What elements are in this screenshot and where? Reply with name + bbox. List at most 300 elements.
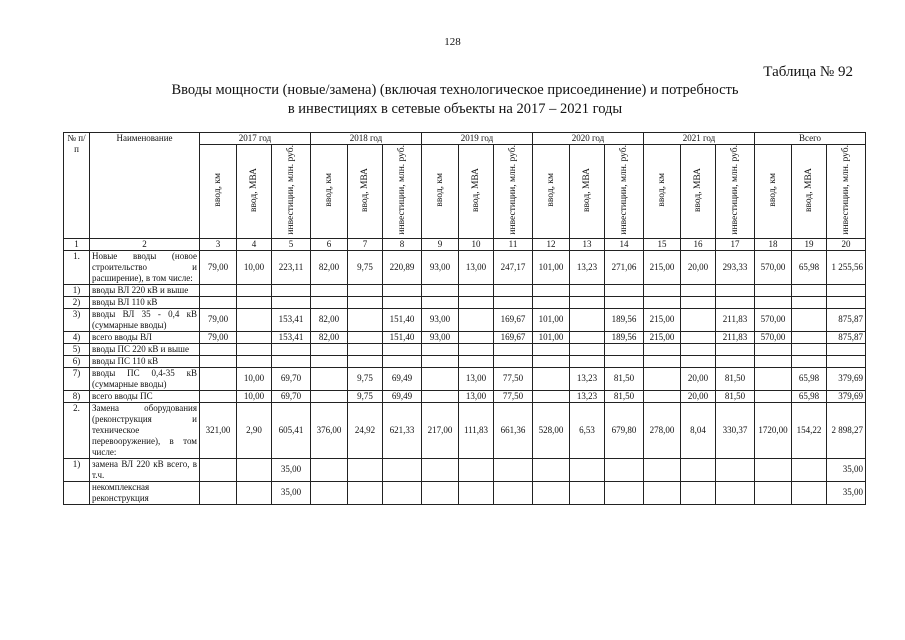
row-value <box>755 296 792 308</box>
header-year: 2019 год <box>422 133 533 145</box>
column-number: 6 <box>311 238 348 250</box>
header-subcolumn-label: ввод, МВА <box>692 167 703 212</box>
row-value <box>570 481 605 504</box>
row-value <box>383 343 422 355</box>
row-value: 153,41 <box>272 308 311 331</box>
row-value <box>792 481 827 504</box>
header-year: 2018 год <box>311 133 422 145</box>
row-value: 661,36 <box>494 402 533 458</box>
header-subcolumn-label: ввод, км <box>323 172 334 207</box>
row-value: 8,04 <box>681 402 716 458</box>
row-value <box>716 355 755 367</box>
table-row <box>64 284 866 296</box>
row-value <box>237 458 272 481</box>
row-value <box>348 481 383 504</box>
column-number: 19 <box>792 238 827 250</box>
row-value: 9,75 <box>348 390 383 402</box>
row-value: 69,70 <box>272 367 311 390</box>
row-value <box>644 343 681 355</box>
row-value <box>200 284 237 296</box>
row-value: 79,00 <box>200 331 237 343</box>
row-value <box>200 367 237 390</box>
row-value: 570,00 <box>755 308 792 331</box>
row-value: 93,00 <box>422 308 459 331</box>
row-value <box>459 343 494 355</box>
row-number: 8) <box>64 390 90 402</box>
row-value <box>272 284 311 296</box>
row-value <box>605 355 644 367</box>
row-value: 293,33 <box>716 250 755 284</box>
row-value <box>716 296 755 308</box>
row-value: 65,98 <box>792 250 827 284</box>
row-value <box>422 390 459 402</box>
row-value: 35,00 <box>272 481 311 504</box>
row-value <box>311 355 348 367</box>
row-number: 1. <box>64 250 90 284</box>
row-number: 1) <box>64 458 90 481</box>
row-value: 621,33 <box>383 402 422 458</box>
row-value <box>422 296 459 308</box>
row-value: 82,00 <box>311 308 348 331</box>
row-name: вводы ПС 110 кВ <box>90 355 200 367</box>
row-value <box>755 481 792 504</box>
row-value <box>348 458 383 481</box>
row-value <box>200 390 237 402</box>
row-value <box>348 331 383 343</box>
row-value <box>383 296 422 308</box>
row-value <box>716 481 755 504</box>
header-subcolumn <box>200 145 237 239</box>
table-label: Таблица № 92 <box>763 64 853 80</box>
row-value <box>570 296 605 308</box>
row-value <box>459 458 494 481</box>
row-value: 169,67 <box>494 331 533 343</box>
column-number: 7 <box>348 238 383 250</box>
header-subcolumn-label: ввод, км <box>767 172 778 207</box>
header-year: 2017 год <box>200 133 311 145</box>
row-value <box>494 343 533 355</box>
header-subcolumn <box>605 145 644 239</box>
column-number-row <box>64 238 866 250</box>
row-value <box>827 284 866 296</box>
row-value <box>644 284 681 296</box>
row-value <box>533 343 570 355</box>
row-value <box>755 390 792 402</box>
row-value <box>311 367 348 390</box>
row-value <box>605 343 644 355</box>
header-subcolumn <box>533 145 570 239</box>
row-value <box>237 284 272 296</box>
row-value <box>533 355 570 367</box>
row-value <box>494 296 533 308</box>
row-value <box>570 355 605 367</box>
row-number: 5) <box>64 343 90 355</box>
row-name: Новые вводы (новое строительство и расширение), в том числе: <box>90 250 200 284</box>
row-value: 69,49 <box>383 390 422 402</box>
row-number: 6) <box>64 355 90 367</box>
row-number <box>64 481 90 504</box>
row-value: 528,00 <box>533 402 570 458</box>
row-value: 217,00 <box>422 402 459 458</box>
column-number: 8 <box>383 238 422 250</box>
row-value <box>237 355 272 367</box>
row-value <box>200 343 237 355</box>
row-value <box>422 355 459 367</box>
table-row <box>64 331 866 343</box>
row-value <box>681 458 716 481</box>
row-value: 111,83 <box>459 402 494 458</box>
row-value: 65,98 <box>792 390 827 402</box>
row-value: 376,00 <box>311 402 348 458</box>
row-value: 153,41 <box>272 331 311 343</box>
row-value <box>200 296 237 308</box>
row-value <box>459 481 494 504</box>
row-value <box>272 355 311 367</box>
row-value: 6,53 <box>570 402 605 458</box>
row-value <box>792 308 827 331</box>
row-value <box>644 367 681 390</box>
row-value <box>237 343 272 355</box>
row-value: 20,00 <box>681 390 716 402</box>
header-year: Всего <box>755 133 866 145</box>
row-name: Замена оборудования (реконструкция и техническое перевооружение), в том числе: <box>90 402 200 458</box>
row-value: 271,06 <box>605 250 644 284</box>
table-row <box>64 458 866 481</box>
header-subcolumn-label: инвестиции, млн. руб. <box>396 145 407 235</box>
row-value <box>200 481 237 504</box>
header-name: Наименование <box>90 133 200 239</box>
row-value: 20,00 <box>681 250 716 284</box>
table-row <box>64 390 866 402</box>
row-value: 570,00 <box>755 331 792 343</box>
table-row <box>64 308 866 331</box>
row-name: некомплексная реконструкция <box>90 481 200 504</box>
investment-table <box>63 132 866 505</box>
table-row <box>64 250 866 284</box>
row-value <box>570 343 605 355</box>
row-value: 278,00 <box>644 402 681 458</box>
header-subcolumn-label: ввод, км <box>656 172 667 207</box>
header-num: № п/п <box>64 133 90 239</box>
row-value <box>681 308 716 331</box>
row-value <box>494 355 533 367</box>
row-value: 10,00 <box>237 250 272 284</box>
row-value <box>494 481 533 504</box>
row-value: 82,00 <box>311 331 348 343</box>
row-value: 151,40 <box>383 308 422 331</box>
row-value <box>644 355 681 367</box>
row-value <box>422 284 459 296</box>
row-value: 154,22 <box>792 402 827 458</box>
row-value: 13,00 <box>459 390 494 402</box>
row-value <box>533 458 570 481</box>
row-value <box>459 331 494 343</box>
row-value <box>311 390 348 402</box>
row-value: 215,00 <box>644 250 681 284</box>
table-row <box>64 367 866 390</box>
row-name: вводы ВЛ 220 кВ и выше <box>90 284 200 296</box>
row-value <box>200 355 237 367</box>
column-number: 15 <box>644 238 681 250</box>
row-value <box>644 296 681 308</box>
row-value <box>311 343 348 355</box>
title-line-1: Вводы мощности (новые/замена) (включая технологическое присоединение) и потребность <box>171 82 739 98</box>
row-value <box>570 458 605 481</box>
row-value: 9,75 <box>348 367 383 390</box>
row-value <box>792 331 827 343</box>
row-value: 93,00 <box>422 331 459 343</box>
row-value: 10,00 <box>237 367 272 390</box>
row-value <box>459 296 494 308</box>
column-number: 1 <box>64 238 90 250</box>
row-value: 2 898,27 <box>827 402 866 458</box>
row-value <box>200 458 237 481</box>
row-value: 189,56 <box>605 331 644 343</box>
row-name: вводы ВЛ 110 кВ <box>90 296 200 308</box>
row-value: 20,00 <box>681 367 716 390</box>
row-value: 13,23 <box>570 390 605 402</box>
row-value <box>533 390 570 402</box>
row-value: 189,56 <box>605 308 644 331</box>
table-row <box>64 343 866 355</box>
header-subcolumn-label: ввод, МВА <box>581 167 592 212</box>
row-value <box>311 458 348 481</box>
row-value <box>792 343 827 355</box>
row-value <box>311 296 348 308</box>
row-value: 81,50 <box>716 390 755 402</box>
row-value <box>533 296 570 308</box>
row-value <box>605 284 644 296</box>
row-value <box>792 355 827 367</box>
row-value: 77,50 <box>494 390 533 402</box>
row-value: 211,83 <box>716 331 755 343</box>
header-subcolumn <box>494 145 533 239</box>
row-value <box>459 355 494 367</box>
row-value: 79,00 <box>200 250 237 284</box>
column-number: 14 <box>605 238 644 250</box>
row-value: 2,90 <box>237 402 272 458</box>
row-value: 151,40 <box>383 331 422 343</box>
row-value: 24,92 <box>348 402 383 458</box>
row-value <box>755 355 792 367</box>
row-value <box>716 284 755 296</box>
header-subcolumn-label: ввод, МВА <box>248 167 259 212</box>
column-number: 10 <box>459 238 494 250</box>
header-subcolumn-label: ввод, км <box>212 172 223 207</box>
column-number: 12 <box>533 238 570 250</box>
header-subcolumn-label: ввод, МВА <box>803 167 814 212</box>
row-name: всего вводы ПС <box>90 390 200 402</box>
row-value <box>644 390 681 402</box>
table-title <box>70 81 840 119</box>
row-value <box>755 284 792 296</box>
row-value <box>605 296 644 308</box>
row-value <box>570 284 605 296</box>
row-value: 215,00 <box>644 308 681 331</box>
table-row <box>64 355 866 367</box>
row-value: 35,00 <box>272 458 311 481</box>
row-value <box>605 458 644 481</box>
row-value <box>422 343 459 355</box>
row-value <box>570 331 605 343</box>
header-subcolumn-label: ввод, км <box>545 172 556 207</box>
row-value: 81,50 <box>605 390 644 402</box>
row-value <box>494 458 533 481</box>
row-value <box>237 296 272 308</box>
header-subcolumn <box>272 145 311 239</box>
row-number: 7) <box>64 367 90 390</box>
row-value <box>792 296 827 308</box>
row-value <box>644 458 681 481</box>
column-number: 9 <box>422 238 459 250</box>
row-value <box>755 367 792 390</box>
header-subcolumn <box>422 145 459 239</box>
column-number: 20 <box>827 238 866 250</box>
row-value: 1 255,56 <box>827 250 866 284</box>
header-subcolumn-label: инвестиции, млн. руб. <box>840 145 851 235</box>
column-number: 16 <box>681 238 716 250</box>
row-value <box>533 367 570 390</box>
row-value <box>348 284 383 296</box>
row-value: 605,41 <box>272 402 311 458</box>
row-value <box>272 296 311 308</box>
row-value <box>422 458 459 481</box>
row-name: замена ВЛ 220 кВ всего, в т.ч. <box>90 458 200 481</box>
row-value <box>681 481 716 504</box>
row-name: вводы ПС 0,4-35 кВ (суммарные вводы) <box>90 367 200 390</box>
header-subcolumn-label: ввод, МВА <box>470 167 481 212</box>
row-value <box>533 481 570 504</box>
column-number: 11 <box>494 238 533 250</box>
row-value <box>755 343 792 355</box>
column-number: 2 <box>90 238 200 250</box>
column-number: 3 <box>200 238 237 250</box>
row-value <box>827 343 866 355</box>
header-subcolumn-label: инвестиции, млн. руб. <box>285 145 296 235</box>
row-value: 65,98 <box>792 367 827 390</box>
row-value <box>237 331 272 343</box>
row-value: 379,69 <box>827 390 866 402</box>
row-number: 2) <box>64 296 90 308</box>
header-subcolumn-label: ввод, МВА <box>359 167 370 212</box>
row-value: 13,00 <box>459 367 494 390</box>
row-value: 570,00 <box>755 250 792 284</box>
row-number: 2. <box>64 402 90 458</box>
row-value: 211,83 <box>716 308 755 331</box>
row-value <box>311 481 348 504</box>
header-subcolumn <box>827 145 866 239</box>
header-subcolumn-label: инвестиции, млн. руб. <box>729 145 740 235</box>
table-row <box>64 402 866 458</box>
row-value: 77,50 <box>494 367 533 390</box>
row-value: 215,00 <box>644 331 681 343</box>
row-value <box>422 481 459 504</box>
header-row-years <box>64 133 866 145</box>
row-name: всего вводы ВЛ <box>90 331 200 343</box>
title-line-2: в инвестициях в сетевые объекты на 2017 – 2021 годы <box>287 101 623 117</box>
row-value: 321,00 <box>200 402 237 458</box>
header-subcolumn <box>681 145 716 239</box>
row-value: 69,70 <box>272 390 311 402</box>
row-value <box>237 308 272 331</box>
row-value: 69,49 <box>383 367 422 390</box>
header-year: 2020 год <box>533 133 644 145</box>
row-value: 13,23 <box>570 250 605 284</box>
row-value: 169,67 <box>494 308 533 331</box>
row-value: 82,00 <box>311 250 348 284</box>
header-subcolumn <box>716 145 755 239</box>
header-subcolumn <box>348 145 383 239</box>
row-value <box>348 308 383 331</box>
row-value: 1720,00 <box>755 402 792 458</box>
row-value <box>272 343 311 355</box>
column-number: 17 <box>716 238 755 250</box>
row-value: 81,50 <box>605 367 644 390</box>
row-value <box>792 284 827 296</box>
row-number: 4) <box>64 331 90 343</box>
row-value <box>681 284 716 296</box>
row-value <box>681 331 716 343</box>
header-subcolumn-label: ввод, км <box>434 172 445 207</box>
row-value <box>827 355 866 367</box>
row-value <box>681 296 716 308</box>
table-row <box>64 296 866 308</box>
header-subcolumn-label: инвестиции, млн. руб. <box>618 145 629 235</box>
row-value: 79,00 <box>200 308 237 331</box>
row-value <box>383 481 422 504</box>
row-value <box>383 355 422 367</box>
row-value <box>459 284 494 296</box>
header-subcolumn <box>459 145 494 239</box>
row-value: 101,00 <box>533 331 570 343</box>
row-value <box>348 355 383 367</box>
row-name: вводы ВЛ 35 - 0,4 кВ (суммарные вводы) <box>90 308 200 331</box>
row-value <box>755 458 792 481</box>
row-value: 379,69 <box>827 367 866 390</box>
header-year: 2021 год <box>644 133 755 145</box>
row-value: 93,00 <box>422 250 459 284</box>
row-value: 13,23 <box>570 367 605 390</box>
row-value <box>459 308 494 331</box>
row-value <box>383 458 422 481</box>
row-value <box>716 458 755 481</box>
row-value <box>237 481 272 504</box>
row-value: 220,89 <box>383 250 422 284</box>
row-name: вводы ПС 220 кВ и выше <box>90 343 200 355</box>
header-subcolumn <box>644 145 681 239</box>
table-row <box>64 481 866 504</box>
column-number: 5 <box>272 238 311 250</box>
column-number: 18 <box>755 238 792 250</box>
row-value: 247,17 <box>494 250 533 284</box>
row-value: 679,80 <box>605 402 644 458</box>
row-number: 3) <box>64 308 90 331</box>
header-subcolumn-label: инвестиции, млн. руб. <box>507 145 518 235</box>
row-value: 10,00 <box>237 390 272 402</box>
row-value: 875,87 <box>827 308 866 331</box>
row-value <box>383 284 422 296</box>
header-subcolumn <box>237 145 272 239</box>
row-value <box>827 296 866 308</box>
header-subcolumn <box>570 145 605 239</box>
row-value <box>422 367 459 390</box>
row-value: 875,87 <box>827 331 866 343</box>
row-value: 330,37 <box>716 402 755 458</box>
row-value: 101,00 <box>533 250 570 284</box>
header-subcolumn <box>383 145 422 239</box>
column-number: 13 <box>570 238 605 250</box>
row-value <box>716 343 755 355</box>
